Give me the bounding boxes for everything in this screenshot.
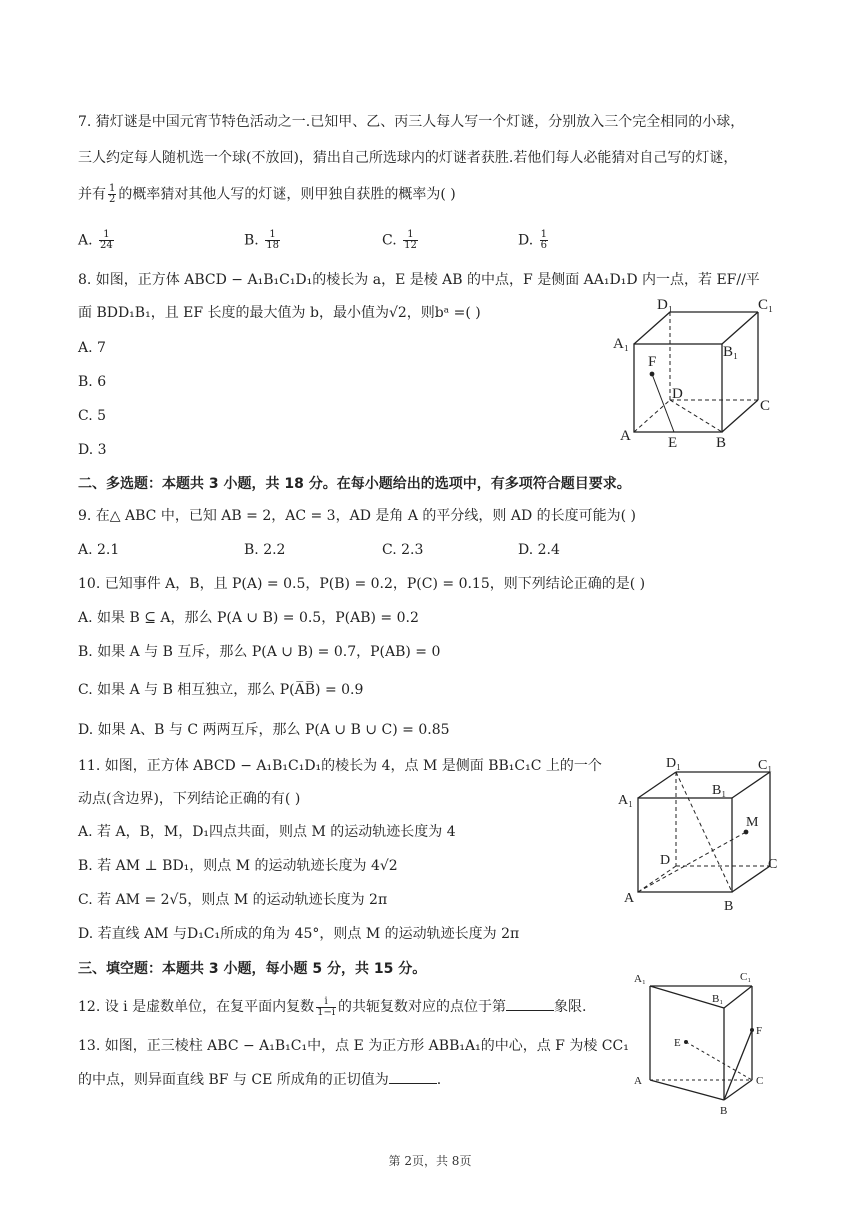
q8-option-c: C. 5 — [78, 408, 107, 424]
q11-option-a: A. 若 A，B，M，D₁四点共面，则点 M 的运动轨迹长度为 4 — [78, 824, 456, 840]
q11-label-d1: D₁ — [666, 756, 681, 771]
q9-option-d: D. 2.4 — [518, 542, 560, 558]
q11-label-b1: B₁ — [712, 783, 727, 798]
q10-stem: 10. 已知事件 A，B，且 P(A) = 0.5，P(B) = 0.2，P(C) = 0.15，则下列结论正确的是( ) — [78, 576, 646, 592]
q13-line2 — [78, 1069, 441, 1090]
page-number-footer: 第 2页，共 8页 — [388, 1154, 472, 1168]
q13-label-c: C — [756, 1075, 764, 1087]
q13-line2-pre: 的中点，则异面直线 BF 与 CE 所成角的正切值为 — [78, 1072, 389, 1088]
q9-option-a: A. 2.1 — [78, 542, 120, 558]
q7-option-c: C. $\frac{1}{12}$ — [382, 229, 417, 251]
q8-option-d: D. 3 — [78, 442, 107, 458]
q13-label-b1: B₁ — [712, 993, 724, 1005]
q7-line3-post: 的概率猜对其他人写的灯谜，则甲独自获胜的概率为( ) — [118, 186, 456, 203]
q13-label-a: A — [634, 1075, 642, 1087]
q12-pre: 12. 设 i 是虚数单位，在复平面内复数 — [78, 999, 315, 1015]
q8-label-d1: D₁ — [657, 297, 674, 313]
q7-frac-num: 1 — [109, 183, 116, 194]
q7-line3-pre: 并有 — [78, 186, 106, 203]
q12-frac-num: i — [316, 997, 336, 1008]
q8-label-b1: B₁ — [723, 344, 739, 360]
q11-cube-figure — [612, 750, 790, 912]
q8-label-a: A — [620, 428, 631, 444]
q11-option-d: D. 若直线 AM 与D₁C₁所成的角为 45°，则点 M 的运动轨迹长度为 2π — [78, 926, 520, 942]
q13-prism-figure — [628, 962, 778, 1118]
q12-post: 的共轭复数对应的点位于第 — [338, 999, 507, 1015]
q7-line3 — [78, 184, 456, 205]
q8-cube-figure — [610, 290, 790, 450]
q11-label-c: C — [768, 857, 778, 872]
q8-label-d: D — [672, 386, 683, 402]
q11-line1: 11. 如图，正方体 ABCD − A₁B₁C₁D₁的棱长为 4，点 M 是侧面 BB₁C₁C 上的一个 — [78, 758, 602, 774]
q7-option-b: B. $\frac{1}{18}$ — [244, 229, 279, 251]
q7-option-a: A. $\frac{1}{24}$ — [78, 229, 113, 251]
section-multi-choice-heading: 二、多选题：本题共 3 小题，共 18 分。在每小题给出的选项中，有多项符合题目要求。 — [78, 476, 631, 492]
q13-label-b: B — [720, 1105, 728, 1117]
q12-fraction — [316, 997, 336, 1018]
q7-line2: 三人约定每人随机选一个球(不放回)，猜出自己所选球内的灯谜者获胜.若他们每人必能猜对自己写的灯谜， — [78, 150, 738, 166]
q13-label-c1: C₁ — [740, 971, 752, 983]
q10-option-b: B. 如果 A 与 B 互斥，那么 P(A ∪ B) = 0.7，P(AB) = 0 — [78, 644, 441, 660]
q9-stem: 9. 在△ ABC 中，已知 AB = 2，AC = 3，AD 是角 A 的平分线，则 AD 的长度可能为( ) — [78, 508, 636, 524]
q9-option-c: C. 2.3 — [382, 542, 424, 558]
q8-line2: 面 BDD₁B₁，且 EF 长度的最大值为 b，最小值为√2，则bᵃ =( ) — [78, 305, 481, 321]
q7-option-d: D. $\frac{1}{6}$ — [518, 229, 548, 251]
q11-line2: 动点(含边界)，下列结论正确的有( ) — [78, 791, 301, 807]
q7-frac-den: 2 — [109, 194, 116, 205]
q11-option-b: B. 若 AM ⊥ BD₁，则点 M 的运动轨迹长度为 4√2 — [78, 858, 398, 874]
q10-option-c: C. 如果 A 与 B 相互独立，那么 P(A̅B̅) = 0.9 — [78, 682, 364, 698]
q12-stem — [78, 996, 587, 1018]
q8-label-f: F — [648, 354, 657, 370]
q8-line1: 8. 如图，正方体 ABCD − A₁B₁C₁D₁的棱长为 a，E 是棱 AB 的中点，F 是侧面 AA₁D₁D 内一点，若 EF//平 — [78, 272, 760, 288]
q8-label-b: B — [716, 435, 727, 450]
q13-label-a1: A₁ — [634, 973, 646, 985]
q11-label-c1: C₁ — [758, 758, 773, 773]
q8-label-c: C — [760, 398, 771, 414]
q8-label-e: E — [668, 435, 678, 450]
q13-line1: 13. 如图，正三棱柱 ABC − A₁B₁C₁中，点 E 为正方形 ABB₁A₁的中心，点 F 为棱 CC₁ — [78, 1038, 629, 1054]
q7-line1: 7. 猜灯谜是中国元宵节特色活动之一.已知甲、乙、丙三人每人写一个灯谜，分别放入三个完全相同的小球， — [78, 114, 745, 130]
q9-option-b: B. 2.2 — [244, 542, 286, 558]
q11-label-a1: A₁ — [618, 793, 633, 808]
q8-option-b: B. 6 — [78, 374, 107, 390]
q8-label-a1: A₁ — [613, 336, 630, 352]
q11-label-d: D — [660, 853, 671, 868]
q8-label-c1: C₁ — [758, 297, 774, 313]
q7-fraction — [108, 184, 116, 205]
q13-label-f: F — [756, 1025, 763, 1037]
q11-label-a: A — [624, 891, 635, 906]
q11-label-b: B — [724, 899, 734, 912]
q13-label-e: E — [674, 1037, 681, 1049]
q13-answer-blank[interactable] — [389, 1069, 437, 1084]
q11-option-c: C. 若 AM = 2√5，则点 M 的运动轨迹长度为 2π — [78, 892, 388, 908]
q10-option-d: D. 如果 A、B 与 C 两两互斥，那么 P(A ∪ B ∪ C) = 0.85 — [78, 722, 450, 738]
q12-tail: 象限. — [554, 999, 587, 1015]
q12-answer-blank[interactable] — [506, 996, 554, 1011]
q11-label-m: M — [746, 815, 759, 830]
q10-option-a: A. 如果 B ⊆ A，那么 P(A ∪ B) = 0.5，P(AB) = 0.2 — [78, 610, 419, 626]
section-fill-in-heading: 三、填空题：本题共 3 小题，每小题 5 分，共 15 分。 — [78, 961, 427, 977]
q12-frac-den: 1−i — [317, 1006, 336, 1018]
q13-line2-post: . — [436, 1072, 442, 1088]
q8-option-a: A. 7 — [78, 340, 106, 356]
